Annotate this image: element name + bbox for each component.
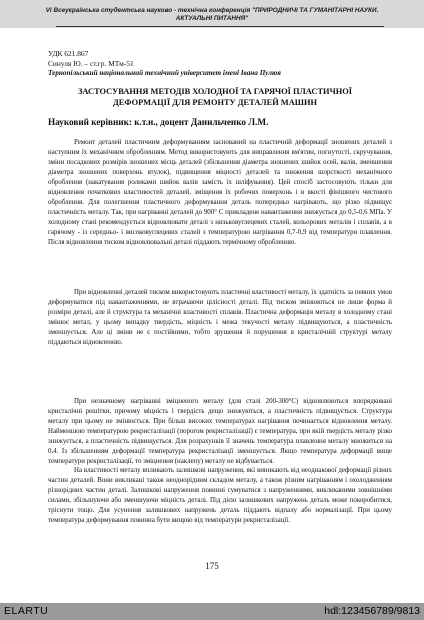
conference-header-line-1: VI Всеукраїнська студентська науково - технічна конференція "ПРИРОДНИЧІ ТА ГУМАНІТАРНІ НАУКИ. (45, 7, 379, 14)
udc-code: УДК 621.867 (48, 49, 89, 58)
conference-header (0, 0, 424, 28)
page-number: 175 (205, 561, 219, 571)
body-paragraph-2: При відновленні деталей тиском використовують пластичні властивості металу, їх здатність за певних умов деформуватися під навантаженнями, не втрачаючи цілісності деталі. Під тиском змінюються не лише форма й розміри деталі, але й структура та механічні властивості сплавів. Пластична деформація металу в холодному стані змінює метал, у цьому випадку твердість, міцність і межа текучості металу підвищуються, а пластичність зменшується. Але ці зміни не є постійними, тобто зрушення й порушення в кристалічній структурі металу піддаються відновленню. (48, 289, 392, 346)
article-title-line-2: ДЕФОРМАЦІЇ ДЛЯ РЕМОНТУ ДЕТАЛЕЙ МАШИН (113, 98, 317, 107)
conference-header-line-2: АКТУАЛЬНІ ПИТАННЯ" (175, 15, 249, 22)
scientific-advisor: Науковий керівник: к.т.н., доцент Данильченко Л.М. (48, 117, 269, 127)
repository-name: ELARTU (4, 605, 49, 617)
handle-identifier: hdl:123456789/9813 (324, 605, 420, 617)
body-paragraph-3: При незначному нагріванні зміцненого металу (для сталі 200-300°С) відновлюються впорядковані кристалічні решітки, причому міцність і твердість дещо знижуються, а пластичність підвищується. Структура металу при цьому не змінюється. При більш високих температурах нагрівання починається відновлення металу. Найменшою температурою рекристалізації (порогом рекристалізації) є температура, при якій твердість металу різко знижується, а пластичність підвищується. Для розрахунків її значень температура плавлення металу множиться на 0,4. Із збільшенням деформації температура рекристалізації зменшується. Якщо температура деформації вище температури рекристалізації, то зміцнення (наклепу) металу не відбувається. (48, 398, 392, 465)
author-line: Синуля Ю. – ст.гр. МТм-51 (48, 59, 134, 68)
header-divider (56, 26, 384, 27)
body-paragraph-1: Ремонт деталей пластичним деформуванням заснований на пластичній деформації зношених деталей з наступним їх механічним обробленням. Метод використовують для виправлення вм'ятин, погнутості, скручування, зміни посадкових розмірів зношених місць деталей (збільшення діаметра зношених шийок осей, валів, зменшення діаметра зношених поверхонь втулок), підвищення міцності деталей та зниження шорсткості механічного оброблення (накатування роликами шийок валів замість їх шліфування). Цей спосіб застосовують тільки для відновлення початкових властивостей деталей, зміщення їх робочих поверхонь і в якості фінішного чистового оброблення. Для полегшення пластичного деформування деталь попередньо нагрівають, що різко підвищує пластичність металу. Так, при нагріванні деталей до 900° С прикладене навантаження знижується до 0,5-0,6 МПа. У холодному стані рекомендується відновлювати деталі з низьковуглецевих сталей, кольорових металів і сплавів, а в гарячому - із середньо- і високовуглецевих сталей з температурою нагрівання 0,7-0,9 від температури плавлення. Після відновлення тиском відновлювальні деталі піддають термічному обробленню. (48, 139, 392, 246)
article-title-line-1: ЗАСТОСУВАННЯ МЕТОДІВ ХОЛОДНОЇ ТА ГАРЯЧОЇ ПЛАСТИЧНОЇ (77, 87, 352, 96)
body-paragraph-4: На властивості металу впливають залишкові напруження, які виникають від неоднакової деформації різних частин деталей. Вони викликані також неоднорідним складом металу, а також різним нагріванням і охолодженням різнорідних частин деталі. Залишкові напруження повинні сумуватися з напруженнями, викликаними зовнішніми силами, збільшуючи або зменшуючи міцність деталі. Під дією залишкових напружень деталь може покоробитися, тріснути тощо. Для усунення залишкових напружень деталь піддають відпалу або нормалізації. При цьому температура деформування повинна бути вищою від температури рекристалізації. (48, 467, 392, 524)
university-affiliation: Тернопільський національний технічний університет імені Івана Пулюя (48, 69, 281, 77)
